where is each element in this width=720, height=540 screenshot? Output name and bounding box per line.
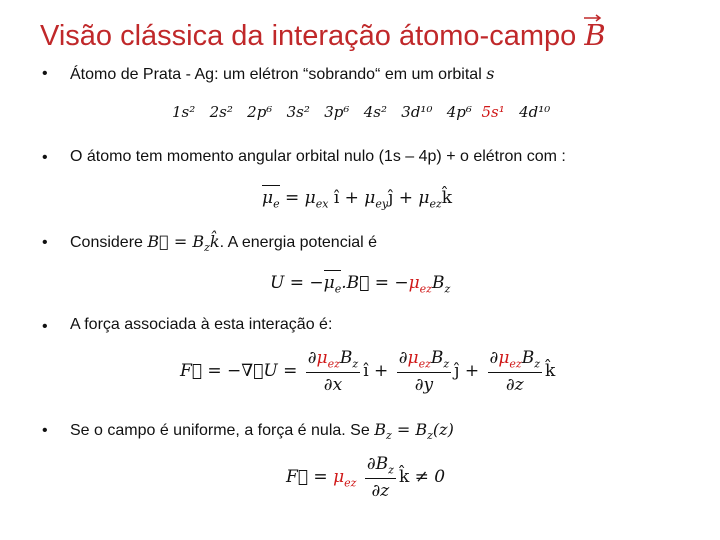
electron-configuration: 1s² 2s² 2p⁶ 3s² 3p⁶ 4s² 3d¹⁰ 4p⁶ 5s¹ 4d¹⁰	[172, 103, 551, 121]
bullet-marker-5: •	[42, 422, 48, 439]
bullet-marker-1: •	[42, 65, 48, 82]
bullet-1-text: Átomo de Prata - Ag: um elétron “sobrando“ em um orbital s	[70, 64, 495, 83]
bullet-5-text: Se o campo é uniforme, a força é nula. Se $B_z = B_z(z)$	[70, 420, 454, 443]
slide-title	[40, 18, 606, 53]
bullet-marker-2: •	[42, 149, 48, 166]
potential-energy-equation: $U = -\mu_e.B⃗ = -\mu_{ez}B_z$	[270, 273, 451, 296]
bullet-4-text: A força associada à esta interação é:	[70, 316, 333, 333]
nonuniform-force-equation: F⃗ = $\mu_{ez}$ $\frac{\partial B_z}{\partial z}$ k̂ ≠ 0	[286, 454, 446, 502]
bullet-marker-4: •	[42, 318, 48, 335]
title-vector-b: B	[584, 18, 605, 52]
bullet-marker-3: •	[42, 234, 48, 251]
force-equation: F⃗ = −∇⃗U = $\frac{\partial\mu_{ez}B_z}{\partial x}$ î + $\frac{\partial\mu_{ez}B_z}{\partial y}$ ĵ + $\frac{\partial\mu_{ez}B_z}{\partial z}$ k̂	[180, 348, 556, 396]
vector-arrow-icon	[584, 14, 602, 22]
bullet-2-text: O átomo tem momento angular orbital nulo (1s – 4p) + o elétron com :	[70, 148, 566, 165]
bullet-3-text: Considere B⃗ = $B_zk̂$. A energia potencial é	[70, 232, 378, 255]
magnetic-moment-equation: $\mu_e = \mu_{ex}$ î + $\mu_{ey}ĵ$ + $\mu_{ez}k̂$	[262, 188, 453, 211]
config-highlight: 5s¹	[481, 103, 505, 121]
orbital-symbol: s	[486, 64, 495, 83]
title-text: Visão clássica da interação átomo-campo	[40, 20, 577, 52]
